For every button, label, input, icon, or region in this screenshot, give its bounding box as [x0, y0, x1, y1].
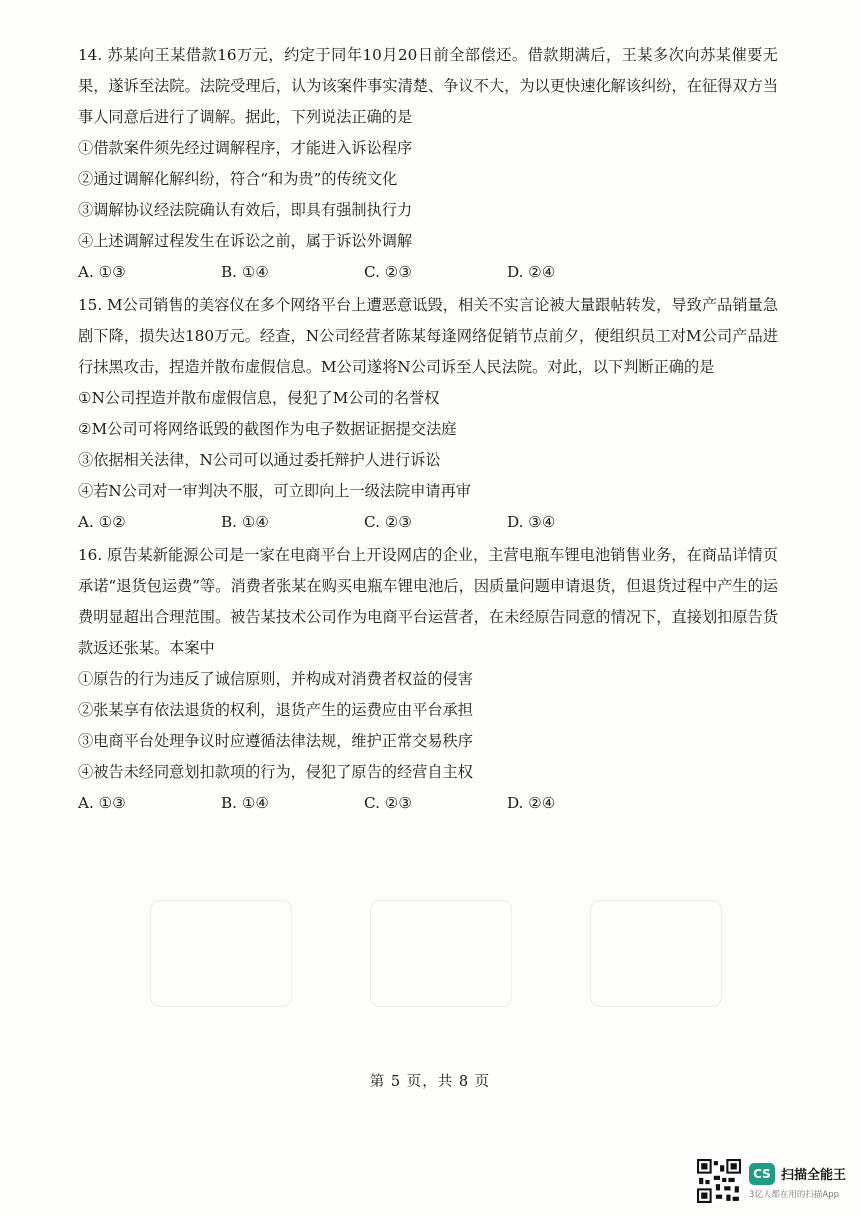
choice-c: C. ②③	[364, 263, 412, 281]
statement: ①N公司捏造并散布虚假信息，侵犯了M公司的名誉权	[78, 389, 440, 407]
statement: ③电商平台处理争议时应遵循法律法规，维护正常交易秩序	[78, 732, 473, 750]
bleed-through-box	[150, 900, 292, 1007]
statement: ③依据相关法律，N公司可以通过委托辩护人进行诉讼	[78, 451, 441, 469]
statement: ①原告的行为违反了诚信原则，并构成对消费者权益的侵害	[78, 670, 473, 688]
exam-page	[78, 40, 778, 821]
choice-a: A. ①②	[78, 513, 126, 531]
choice-c: C. ②③	[364, 794, 412, 812]
question-stem: 14. 苏某向王某借款16万元，约定于同年10月20日前全部偿还。借款期满后，王某多次向苏某催要无果，遂诉至法院。法院受理后，认为该案件事实清楚、争议不大，为以更快速化解该纠纷，在征得双方当事人同意后进行了调解。据此，下列说法正确的是	[78, 46, 778, 126]
choice-b: B. ①④	[221, 513, 270, 531]
question-stem: 15. M公司销售的美容仪在多个网络平台上遭恶意诋毁，相关不实言论被大量跟帖转发，导致产品销量急剧下降，损失达180万元。经查，N公司经营者陈某每逢网络促销节点前夕，便组织员工对M公司产品进行抹黑攻击，捏造并散布虚假信息。M公司遂将N公司诉至人民法院。对此，以下判断正确的是	[78, 296, 778, 376]
bleed-through-box	[590, 900, 722, 1007]
statement: ②张某享有依法退货的权利，退货产生的运费应由平台承担	[78, 701, 473, 719]
statement: ④上述调解过程发生在诉讼之前，属于诉讼外调解	[78, 232, 413, 250]
choice-a: A. ①③	[78, 794, 126, 812]
statement: ①借款案件须先经过调解程序，才能进入诉讼程序	[78, 139, 413, 157]
answer-choices	[78, 788, 778, 819]
scanner-watermark	[697, 1159, 846, 1203]
statement: ②M公司可将网络诋毁的截图作为电子数据证据提交法庭	[78, 420, 457, 438]
choice-b: B. ①④	[221, 794, 270, 812]
choice-d: D. ③④	[507, 513, 556, 531]
bleed-through-box	[370, 900, 512, 1007]
choice-c: C. ②③	[364, 513, 412, 531]
qr-code-icon	[697, 1159, 741, 1203]
choice-d: D. ②④	[507, 263, 556, 281]
page-number: 第 5 页，共 8 页	[369, 1074, 491, 1090]
question-14	[78, 40, 778, 288]
statement: ③调解协议经法院确认有效后，即具有强制执行力	[78, 201, 413, 219]
choice-b: B. ①④	[221, 263, 270, 281]
choice-a: A. ①③	[78, 263, 126, 281]
question-15	[78, 290, 778, 538]
camscanner-logo-icon: CS	[749, 1163, 775, 1185]
brand-tagline: 3亿人都在用的扫描App	[748, 1189, 839, 1200]
scanner-brand	[749, 1163, 846, 1200]
statement: ④若N公司对一审判决不服，可立即向上一级法院申请再审	[78, 482, 471, 500]
question-stem: 16. 原告某新能源公司是一家在电商平台上开设网店的企业，主营电瓶车锂电池销售业务，在商品详情页承诺“退货包运费”等。消费者张某在购买电瓶车锂电池后，因质量问题申请退货，但退货过程中产生的运费明显超出合理范围。被告某技术公司作为电商平台运营者，在未经原告同意的情况下，直接划扣原告货款返还张某。本案中	[78, 546, 778, 657]
question-16	[78, 540, 778, 819]
answer-choices	[78, 257, 778, 288]
brand-name: 扫描全能王	[780, 1168, 846, 1183]
answer-choices	[78, 507, 778, 538]
statement: ④被告未经同意划扣款项的行为，侵犯了原告的经营自主权	[78, 763, 473, 781]
statement: ②通过调解化解纠纷，符合“和为贵”的传统文化	[78, 170, 398, 188]
choice-d: D. ②④	[507, 794, 556, 812]
